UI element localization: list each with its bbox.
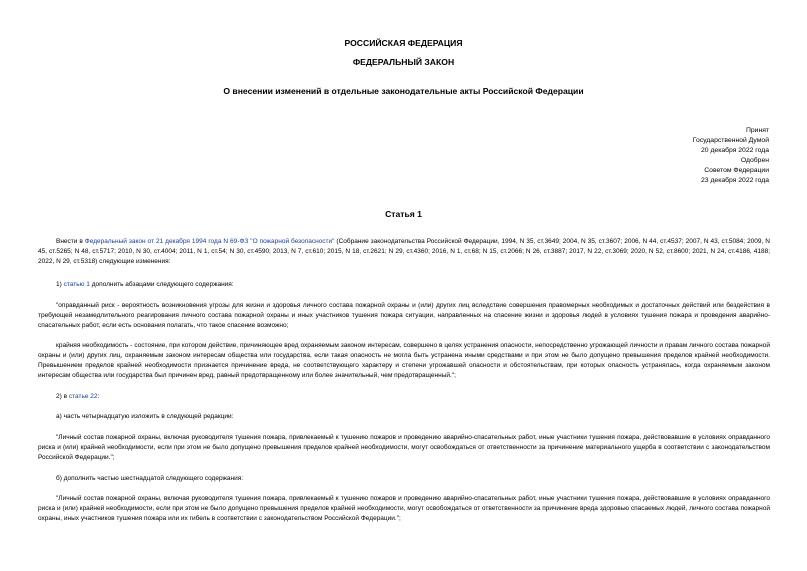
adoption-line: 23 декабря 2022 года (701, 177, 769, 185)
adoption-line: Советом Федерации (704, 167, 769, 175)
item-2-paragraph: 2) в статье 22: (56, 393, 100, 400)
subitem-a-paragraph: а) часть четырнадцатую изложить в следующей редакции: (56, 413, 234, 420)
adoption-block (609, 126, 769, 187)
definition-justified-risk: "оправданный риск - вероятность возникновения угрозы для жизни и здоровья личного состава пожарной охраны и (или) других лиц вследствие совершения правомерных необходимых и достаточных действий или бездействия в требующей незамедлительного реагирования личного состава пожарной охраны и иных участников тушения пожара ситуации, направленных на спасение жизни и здоровья людей в условиях тушения пожара и проведения аварийно-спасательных работ, если есть основания полагать, что такое спасение возможно; (38, 302, 770, 330)
quote-part-16: "Личный состав пожарной охраны, включая руководителя тушения пожара, привлекаемый к тушению пожаров и проведению аварийно-спасательных работ, иные участники тушения пожара, действовавшие в условиях оправданного риска и (или) крайней необходимости, если при этом не было допущено превышения пределов крайней необходимости, могут освобождаться от ответственности за причинение вреда здоровью спасаемых людей, личного состава пожарной охраны, иных участников тушения пожара или их гибель в соответствии с законодательством Российской Федерации."; (38, 495, 770, 523)
law-title: О внесении изменений в отдельные законодательные акты Российской Федерации (223, 86, 584, 96)
adoption-line: Принят (745, 127, 769, 134)
doc-type-heading: ФЕДЕРАЛЬНЫЙ ЗАКОН (352, 57, 455, 67)
intro-paragraph: Внести в Федеральный закон от 21 декабря 1994 года N 69-ФЗ "О пожарной безопасности" (Собрание законодательства Российской Федерации, 1994, N 35, ст.3649; 2004, N 35, ст.3607; 2006, N 44, ст.4537; 2007, N 43, ст.5084; 2009, N 45, ст.5265; N 48, ст.5717; 2010, N 30, ст.4004; 2011, N 1, ст.54; N 30, ст.4590; 2013, N 7, ст.610; 2015, N 18, ст.2621; N 29, ст.4360; 2016, N 1, ст.68; N 15, ст.2066; N 26, ст.3887; 2017, N 22, ст.3069; 2020, N 52, ст.8600; 2021, N 24, ст.4186, 4188; 2022, N 29, ст.5318) следующие изменения: (38, 238, 770, 266)
article-heading: Статья 1 (385, 209, 422, 219)
article-1-link[interactable]: статью 1 (63, 281, 90, 288)
adoption-line: Одобрен (740, 157, 769, 165)
subitem-b-paragraph: б) дополнить частью шестнадцатой следующего содержания: (56, 475, 244, 482)
country-heading: РОССИЙСКАЯ ФЕДЕРАЦИЯ (344, 38, 463, 48)
adoption-line: Государственной Думой (692, 137, 769, 145)
item-1-paragraph: 1) статью 1 дополнить абзацами следующего содержания: (56, 281, 234, 288)
quote-part-14: "Личный состав пожарной охраны, включая руководителя тушения пожара, привлекаемый к тушению пожаров и проведению аварийно-спасательных работ, иные участники тушения пожара, действовавшие в условиях оправданного риска и (или) крайней необходимости, если при этом не было допущено превышения пределов крайней необходимости, могут освобождаться от ответственности за причинение материального ущерба в соответствии с законодательством Российской Федерации."; (38, 434, 770, 462)
definition-extreme-necessity: крайняя необходимость - состояние, при котором действие, причиняющее вред охраняемым законом интересам, совершено в целях устранения опасности, непосредственно угрожающей личности и правам личного состава пожарной охраны и (или) других лиц, охраняемым законом интересам общества или государства, если такая опасность не могла быть устранена иными средствами и при этом не было допущено превышения пределов крайней необходимости. Превышением пределов крайней необходимости признается причинение вреда, не соответствующего характеру и степени угрожавшей опасности и обстоятельствам, при которых опасность устранялась, когда охраняемым законом интересам общества или государства был причинен вред, равный предотвращенному или более значительный, чем предотвращенный."; (38, 342, 770, 380)
article-22-link[interactable]: статье 22 (68, 393, 98, 400)
federal-law-link[interactable]: Федеральный закон от 21 декабря 1994 года N 69-ФЗ "О пожарной безопасности" (84, 238, 335, 245)
adoption-line: 20 декабря 2022 года (701, 147, 769, 155)
